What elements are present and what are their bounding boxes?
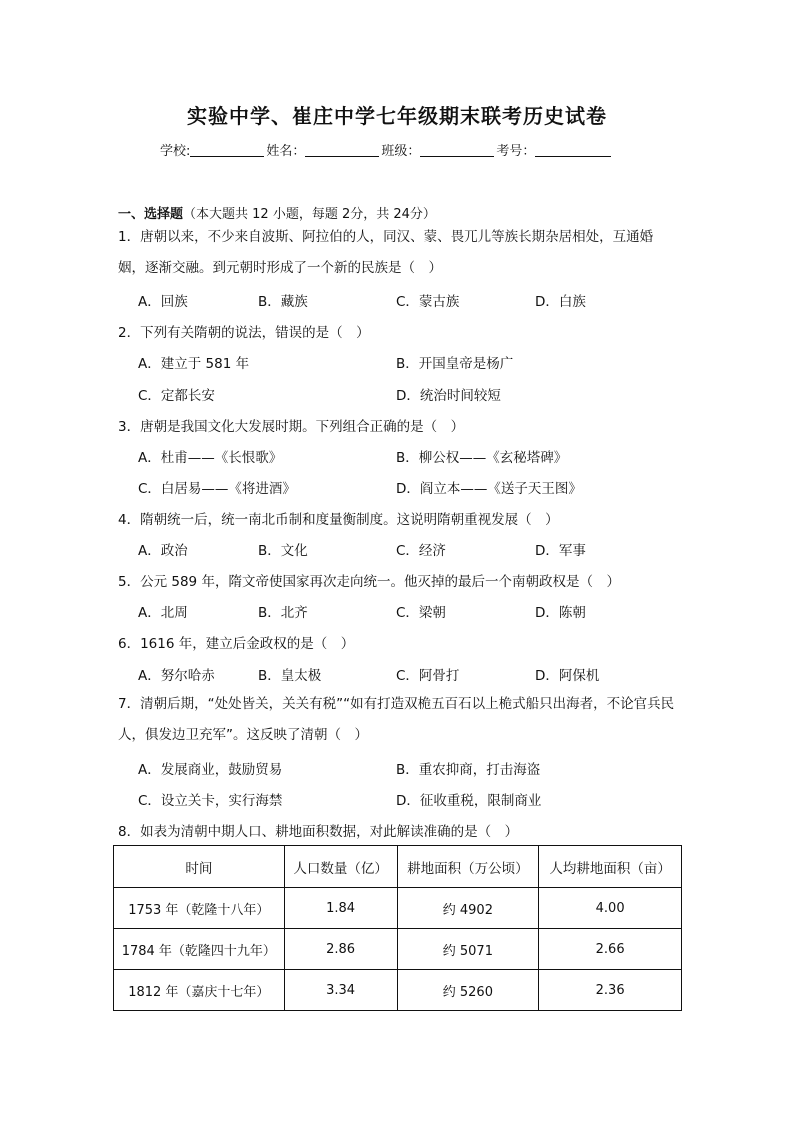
option-c[interactable]: C．梁朝 [396,605,446,621]
exam-no-blank[interactable] [535,142,611,157]
name-label: 姓名： [266,144,306,159]
question-6-options [138,664,698,684]
option-d[interactable]: D．军事 [535,543,586,559]
option-b[interactable]: B．重农抑商，打击海盗 [396,762,541,778]
table-cell: 2.66 [539,929,682,970]
name-blank[interactable] [305,142,379,157]
school-label: 学校: [160,144,191,159]
question-3-options-row2 [138,477,698,497]
question-2-options [138,352,698,372]
question-1-stem: 1．唐朝以来，不少来自波斯、阿拉伯的人，同汉、蒙、畏兀儿等族长期杂居相处，互通婚姻，逐渐交融。到元朝时形成了一个新的民族是（ ） [118,229,654,276]
option-a[interactable]: A．努尔哈赤 [138,668,215,684]
table-cell: 约 5071 [397,929,539,970]
table-cell: 约 4902 [397,888,539,929]
table-cell: 4.00 [539,888,682,929]
question-3-options [138,446,698,466]
option-d[interactable]: D．统治时间较短 [396,388,501,404]
option-a[interactable]: A．发展商业，鼓励贸易 [138,762,283,778]
exam-title: 实验中学、崔庄中学七年级期末联考历史试卷 [187,104,607,128]
section-title: 一、选择题 [118,207,184,222]
table-cell: 1753 年（乾隆十八年） [114,888,285,929]
option-d[interactable]: D．阎立本——《送子天王图》 [396,481,582,497]
table-row [114,929,682,970]
option-d[interactable]: D．白族 [535,294,586,310]
student-info-line [160,140,640,159]
question-4-stem: 4．隋朝统一后，统一南北币制和度量衡制度。这说明隋朝重视发展（ ） [118,512,559,528]
question-5-stem: 5．公元 589 年，隋文帝使国家再次走向统一。他灭掉的最后一个南朝政权是（ ） [118,574,620,590]
option-a[interactable]: A．回族 [138,294,188,310]
question-6-stem: 6．1616 年，建立后金政权的是（ ） [118,636,355,652]
table-row [114,970,682,1011]
option-c[interactable]: C．蒙古族 [396,294,460,310]
option-a[interactable]: A．北周 [138,605,188,621]
section-note: （本大题共 12 小题，每题 2分，共 24分） [183,207,436,222]
option-c[interactable]: C．设立关卡，实行海禁 [138,793,283,809]
option-c[interactable]: C．经济 [396,543,446,559]
table-row [114,888,682,929]
table-cell: 2.36 [539,970,682,1011]
class-label: 班级： [381,144,421,159]
table-header: 耕地面积（万公顷） [397,846,539,888]
option-c[interactable]: C．阿骨打 [396,668,460,684]
option-a[interactable]: A．建立于 581 年 [138,356,250,372]
option-a[interactable]: A．政治 [138,543,188,559]
table-cell: 3.34 [284,970,397,1011]
option-c[interactable]: C．白居易——《将进酒》 [138,481,296,497]
table-cell: 1.84 [284,888,397,929]
option-b[interactable]: B．柳公权——《玄秘塔碑》 [396,450,568,466]
question-3-stem: 3．唐朝是我国文化大发展时期。下列组合正确的是（ ） [118,419,465,435]
table-header: 人口数量（亿） [284,846,397,888]
option-d[interactable]: D．陈朝 [535,605,586,621]
option-b[interactable]: B．开国皇帝是杨广 [396,356,514,372]
option-b[interactable]: B．文化 [258,543,308,559]
option-d[interactable]: D．阿保机 [535,668,600,684]
option-a[interactable]: A．杜甫——《长恨歌》 [138,450,283,466]
question-2-stem: 2．下列有关隋朝的说法，错误的是（ ） [118,325,370,341]
question-7-options [138,758,698,778]
class-blank[interactable] [420,142,494,157]
table-cell: 1784 年（乾隆四十九年） [114,929,285,970]
question-8-stem: 8．如表为清朝中期人口、耕地面积数据，对此解读准确的是（ ） [118,824,519,840]
option-d[interactable]: D．征收重税，限制商业 [396,793,542,809]
table-header: 时间 [114,846,285,888]
option-c[interactable]: C．定都长安 [138,388,215,404]
question-4-options [138,539,698,559]
section-heading [118,203,436,222]
question-5-options [138,601,698,621]
option-b[interactable]: B．皇太极 [258,668,322,684]
question-2-options-row2 [138,384,698,404]
table-cell: 1812 年（嘉庆十七年） [114,970,285,1011]
table-cell: 约 5260 [397,970,539,1011]
question-7-stem: 7．清朝后期，“处处皆关，关关有税”“如有打造双桅五百石以上桅式船只出海者，不论官兵民人，俱发边卫充军”。这反映了清朝（ ） [118,696,675,743]
table-header-row [114,846,682,888]
school-blank[interactable] [190,142,264,157]
exam-no-label: 考号： [496,144,536,159]
table-header: 人均耕地面积（亩） [539,846,682,888]
option-b[interactable]: B．北齐 [258,605,308,621]
table-cell: 2.86 [284,929,397,970]
question-1-options [138,290,698,310]
population-farmland-table [113,845,682,1011]
option-b[interactable]: B．藏族 [258,294,308,310]
question-7-options-row2 [138,789,698,809]
